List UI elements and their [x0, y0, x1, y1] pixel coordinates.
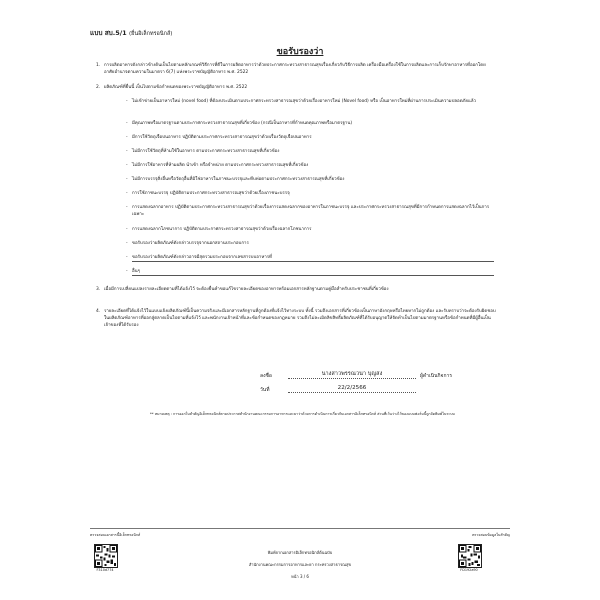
paragraph-text: ผลิตภัณฑ์ที่ยื่นนี้ เป็นไปตามข้อกำหนดของพระราชบัญญัติอาหาร พ.ศ. 2522: [104, 85, 248, 90]
date-label: วันที่: [260, 387, 270, 393]
signature-name-field: นางสาวพรรณวนา บุญสง: [288, 370, 416, 379]
list-item: - ไม่เข้าข่ายเป็นอาหารใหม่ (novel food) ที่ต้องประเมินตามประกาศกระทรวงสาธารณสุขว่าด้วยเรื่องอาหารใหม่ (Novel food) หรือ เป็นอาหารใหม่ที่ผ่านการประเมินความปลอดภัยแล้ว: [132, 98, 494, 105]
form-code-text: แบบ สบ.5/1: [90, 29, 127, 37]
list-item: - มีคุณภาพหรือมาตรฐานตามประกาศกระทรวงสาธารณสุขที่เกี่ยวข้อง (กรณีเป็นอาหารที่กำหนดคุณภาพหรือมาตรฐาน): [132, 120, 494, 127]
paragraph-number: 3.: [96, 287, 101, 292]
paragraph-number: 1.: [96, 63, 101, 68]
paragraph-number: 4.: [96, 309, 101, 314]
footer-divider: [90, 528, 510, 529]
page-number: หน้า 3 / 6: [291, 574, 309, 579]
paragraph-text: การผลิตอาหารดังกล่าวข้างต้นเป็นไปตามหลักเกณฑ์วิธีการที่ดีในการผลิตอาหารว่าด้วยประกาศกระทรวงสาธารณสุขเรื่องเกี่ยวกับวิธีการผลิต เครื่องมือเครื่องใช้ในการผลิตและการเก็บรักษาอาหารที่ออกโดยอาศัยอำนาจตามความในมาตรา 6(7) แห่งพระราชบัญญัติอาหาร พ.ศ. 2522: [104, 63, 486, 75]
page-title: ขอรับรองว่า: [276, 47, 324, 57]
left-verify-label: ตรวจสอบเอกสารนี้อิเล็กทรอนิกส์: [90, 533, 141, 537]
paragraph-text: รายละเอียดที่ได้แจ้งไว้ในแบบแจ้งผลิตภัณฑ์นี้เป็นความจริงและมีเอกสารหลักฐานที่ถูกต้องที่แจ้งไว้ทางระบบ ทั้งนี้ รวมถึงเอกสารที่เกี่ยวข้องเป็นภาษาอังกฤษหรือไทยหากไม่ถูกต้อง และรับทราบว่าจะต้องรับผิดชอบในผลิตภัณฑ์อาหารที่ออกสู่ตลาดเป็นไปตามที่แจ้งไว้ และพนักงานเจ้าหน้าที่และข้อกำหนดของกฎหมาย รวมถึงไม่ละเมิดลิขสิทธิ์ผลิตภัณฑ์ที่ได้รับอนุญาตให้จัดทำเป็นไปตามมาตรฐานหรือข้อกำหนดที่มีผู้อื่นเป็นเจ้าของที่ได้รับรอง: [104, 309, 496, 328]
footnote: ** หมายเหตุ : การออกใบสำคัญอิเล็กทรอนิกส์ตามประกาศสำนักงานคณะกรรมการอาหารและยาว่าด้วยการดำเนินการเกี่ยวกับเอกสารอิเล็กทรอนิกส์ ส่วนที่เว้นว่างไว้ของแบบฟอร์มนี้ถูกจัดพิมพ์ในระบบ: [150, 412, 455, 416]
paragraph-4: [96, 308, 496, 329]
list-item: - การใช้ภาชนะบรรจุ ปฏิบัติตามประกาศกระทรวงสาธารณสุขว่าด้วยเรื่องภาชนะบรรจุ: [132, 190, 494, 197]
paragraph-1: [96, 62, 496, 76]
paragraph-number: 2.: [96, 85, 101, 90]
list-item: - ไม่มีการใช้อาหารที่ห้ามผลิต นำเข้า หรือจำหน่าย ตามประกาศกระทรวงสาธารณสุขที่เกี่ยวข้อง: [132, 162, 494, 169]
date-field: 22/2/2566: [288, 384, 416, 393]
signature-label: ลงชื่อ: [260, 373, 272, 379]
paragraph-3: [96, 286, 496, 293]
list-item: - การแสดงฉลากอาหาร ปฏิบัติตามประกาศกระทรวงสาธารณสุขว่าด้วยเรื่องการแสดงฉลากของอาหารในภาชนะบรรจุ และประกาศกระทรวงสาธารณสุขที่มีการกำหนดการแสดงฉลากไว้เป็นการเฉพาะ: [132, 204, 494, 218]
list-item: - ขอรับรองว่าผลิตภัณฑ์ดังกล่าวอาจมีสุดรวมประกอบจากเลขสารบบอาหารที่: [132, 254, 494, 262]
list-item: - ขอรับรองว่าผลิตภัณฑ์ดังกล่าวบรรจุจากนอกสถานประกอบการ: [132, 240, 494, 247]
paragraph-2: [96, 84, 496, 91]
list-item: - อื่นๆ: [132, 268, 494, 276]
right-verify-label: ตรวจสอบข้อมูลใบสำคัญ: [472, 533, 510, 537]
qr-code-right-label: FD192a90: [460, 568, 478, 572]
qr-code-left-icon[interactable]: [94, 544, 118, 568]
list-item: - ไม่มีการบรรจุสิ่งอื่นหรือวัตถุอื่นที่มิใช่อาหารในภาชนะบรรจุและหีบห่อตามประกาศกระทรวงสาธารณสุขที่เกี่ยวข้อง: [132, 176, 494, 183]
footer-line-1: พิมพ์จากเอกสารอิเล็กทรอนิกส์ต้นฉบับ: [267, 550, 333, 555]
form-code-subtitle: (ยื่นอิเล็กทรอนิกส์): [128, 31, 173, 37]
paragraph-text: เมื่อมีการเปลี่ยนแปลงรายละเอียดตามที่ได้แจ้งไว้ จะต้องยื่นคำขอแก้ไขรายละเอียดของอาหารพร้อมเอกสารหลักฐานตามคู่มือสำหรับประชาชนที่เกี่ยวข้อง: [104, 287, 389, 292]
list-item: - ไม่มีการใช้วัตถุที่ห้ามใช้ในอาหาร ตามประกาศกระทรวงสาธารณสุขที่เกี่ยวข้อง: [132, 148, 494, 155]
qr-code-left-label: F310d774: [96, 568, 114, 572]
footer-line-2: สำนักงานคณะกรรมการอาหารและยา กระทรวงสาธารณสุข: [248, 562, 352, 567]
list-item: - การแสดงฉลากโภชนาการ ปฏิบัติตามประกาศกระทรวงสาธารณสุขว่าด้วยเรื่องฉลากโภชนาการ: [132, 226, 494, 233]
list-item: - มีการใช้วัตถุเจือปนอาหาร ปฏิบัติตามประกาศกระทรวงสาธารณสุขว่าด้วยเรื่องวัตถุเจือปนอาหาร: [132, 134, 494, 141]
qr-code-right-icon[interactable]: [458, 544, 482, 568]
signature-role: ผู้ดำเนินกิจการ: [420, 373, 453, 379]
form-code: [90, 28, 172, 38]
